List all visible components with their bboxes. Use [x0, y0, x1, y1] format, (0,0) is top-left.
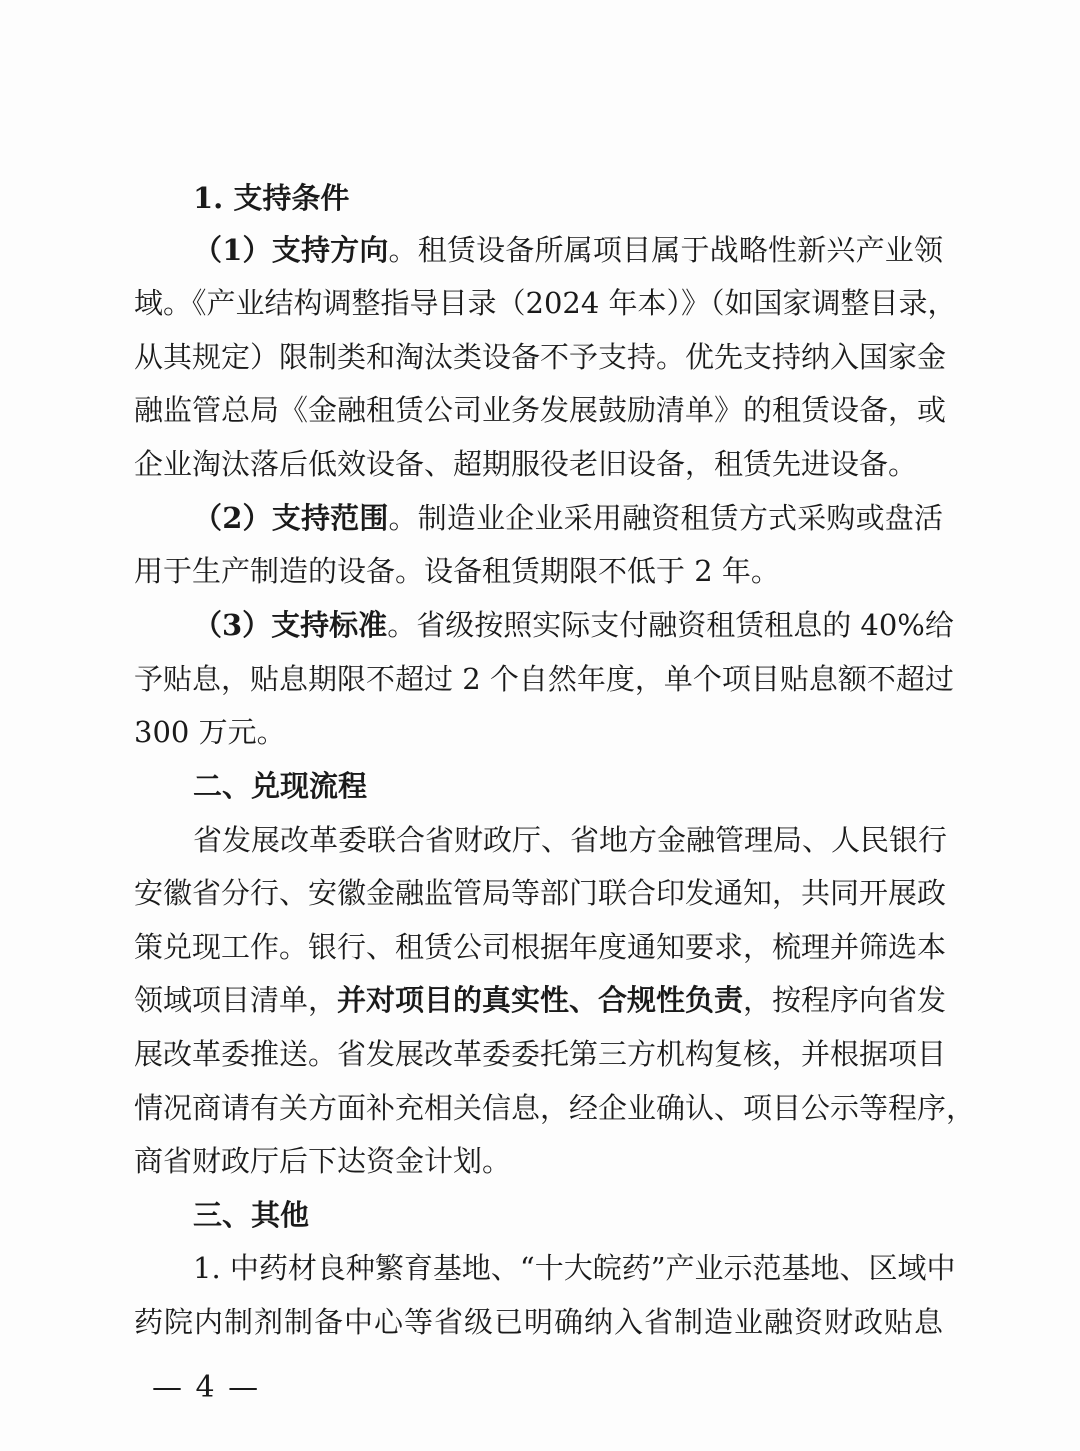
paragraph-line: 300 万元。: [134, 715, 286, 749]
item3-first-line: [193, 605, 954, 645]
text-segment: 领域项目清单，: [134, 983, 338, 1017]
paragraph-line: 企业淘汰落后低效设备、超期服役老旧设备，租赁先进设备。: [134, 447, 918, 481]
item2-first-line: [193, 498, 943, 538]
page-number: — 4 —: [152, 1370, 261, 1405]
item1-label: （1）支持方向: [193, 233, 389, 267]
paragraph-line: 从其规定）限制类和淘汰类设备不予支持。优先支持纳入国家金: [134, 340, 947, 374]
paragraph-line: 1. 中药材良种繁育基地、“十大皖药”产业示范基地、区域中: [193, 1251, 956, 1285]
paragraph-line: 药院内制剂制备中心等省级已明确纳入省制造业融资财政贴息: [134, 1305, 943, 1339]
paragraph-line: 融监管总局《金融租赁公司业务发展鼓励清单》的租赁设备，或: [134, 393, 947, 427]
item2-line1-text: 。制造业企业采用融资租赁方式采购或盘活: [388, 501, 943, 535]
paragraph-line: 用于生产制造的设备。设备租赁期限不低于 2 年。: [134, 554, 780, 588]
paragraph-line: 情况商请有关方面补充相关信息，经企业确认、项目公示等程序，: [134, 1091, 976, 1125]
item1-line1-text: 。租赁设备所属项目属于战略性新兴产业领: [388, 233, 943, 267]
paragraph-line: 展改革委推送。省发展改革委委托第三方机构复核，并根据项目: [134, 1037, 947, 1071]
paragraph-line: 安徽省分行、安徽金融监管局等部门联合印发通知，共同开展政: [134, 876, 947, 910]
paragraph-line: 策兑现工作。银行、租赁公司根据年度通知要求，梳理并筛选本: [134, 930, 947, 964]
section-heading-other: 三、其他: [193, 1198, 310, 1232]
paragraph-line: 商省财政厅后下达资金计划。: [134, 1144, 512, 1178]
paragraph-line: 予贴息，贴息期限不超过 2 个自然年度，单个项目贴息额不超过: [134, 662, 954, 696]
paragraph-line-with-emphasis: [134, 980, 947, 1020]
section-heading-support-conditions: 1. 支持条件: [193, 181, 350, 215]
paragraph-line: 省发展改革委联合省财政厅、省地方金融管理局、人民银行: [193, 823, 948, 857]
item1-first-line: [193, 230, 943, 270]
paragraph-line: 域。《产业结构调整指导目录（2024 年本）》（如国家调整目录，: [134, 286, 957, 320]
emphasis-text: 并对项目的真实性、合规性负责: [337, 983, 744, 1017]
section-heading-redemption-process: 二、兑现流程: [193, 769, 368, 803]
item2-label: （2）支持范围: [193, 501, 389, 535]
text-segment: ，按程序向省发: [743, 983, 947, 1017]
item3-line1-text: 。省级按照实际支付融资租赁租息的 40%给: [387, 608, 954, 642]
item3-label: （3）支持标准: [193, 608, 388, 642]
